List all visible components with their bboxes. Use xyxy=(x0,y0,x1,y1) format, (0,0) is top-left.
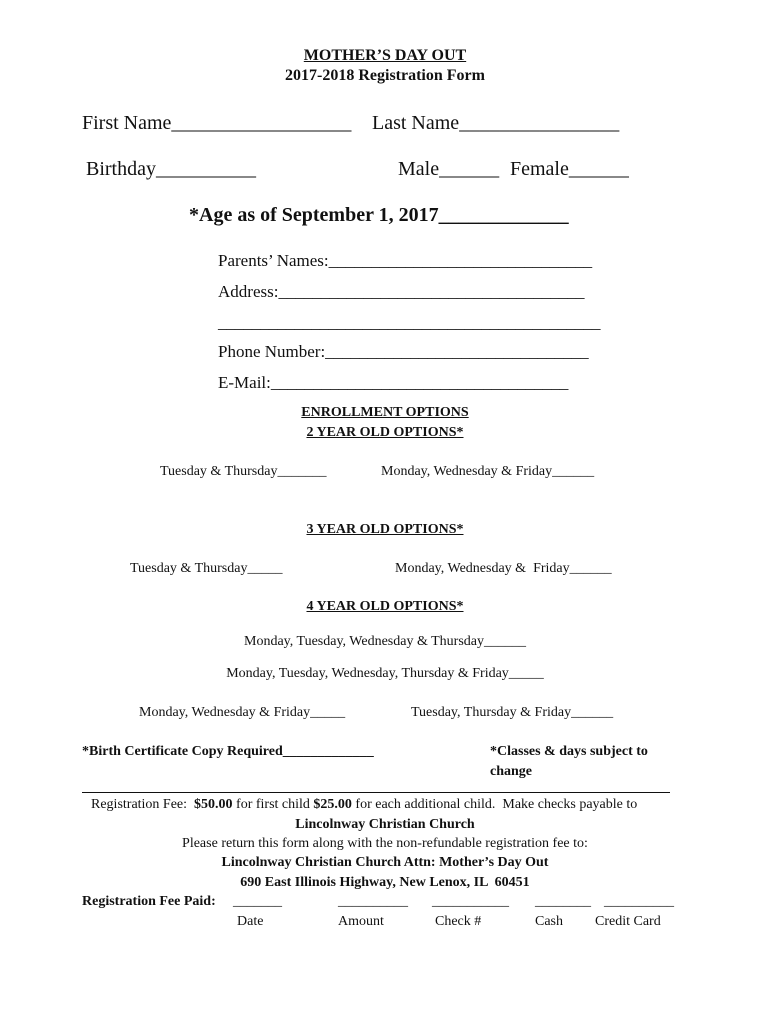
fee-text-1: for first child xyxy=(232,797,314,812)
fee-text-2: for each additional child. Make checks payable to xyxy=(351,797,638,812)
form-subtitle: 2017-2018 Registration Form xyxy=(285,67,485,84)
form-title: MOTHER’S DAY OUT xyxy=(303,47,467,64)
fee-date-label: Date xyxy=(237,914,264,929)
three-year-tue-thu-option[interactable]: Tuesday & Thursday_____ xyxy=(130,561,283,576)
fee-cash-blank[interactable]: ________ xyxy=(535,894,591,909)
four-year-mon-fri-option[interactable]: Monday, Tuesday, Wednesday, Thursday & Friday_____ xyxy=(226,666,544,681)
fee-amount-blank[interactable]: __________ xyxy=(338,894,408,909)
section-divider xyxy=(82,792,670,793)
two-year-heading: 2 YEAR OLD OPTIONS* xyxy=(306,425,464,440)
first-name-field[interactable]: First Name__________________ xyxy=(82,112,352,134)
parents-names-field[interactable]: Parents’ Names:_______________________________ xyxy=(218,251,593,270)
return-instructions: Please return this form along with the non-refundable registration fee to: xyxy=(182,836,588,851)
classes-subject-note-line1: *Classes & days subject to xyxy=(490,744,648,759)
fee-check-blank[interactable]: ___________ xyxy=(432,894,509,909)
phone-number-field[interactable]: Phone Number:_______________________________ xyxy=(218,342,589,361)
address-line2-field[interactable]: _____________________________________________ xyxy=(218,313,601,332)
fee-credit-card-blank[interactable]: __________ xyxy=(604,894,674,909)
additional-child-fee: $25.00 xyxy=(313,797,352,812)
address-field[interactable]: Address:____________________________________ xyxy=(218,282,585,301)
four-year-mon-wed-fri-option[interactable]: Monday, Wednesday & Friday_____ xyxy=(139,705,346,720)
payee-name: Lincolnway Christian Church xyxy=(295,817,475,832)
fee-paid-label: Registration Fee Paid: xyxy=(82,894,216,909)
fee-check-label: Check # xyxy=(435,914,482,929)
four-year-heading: 4 YEAR OLD OPTIONS* xyxy=(306,599,464,614)
classes-subject-note-line2: change xyxy=(490,764,532,779)
female-field[interactable]: Female______ xyxy=(510,158,629,180)
two-year-tue-thu-option[interactable]: Tuesday & Thursday_______ xyxy=(160,464,327,479)
birthday-field[interactable]: Birthday__________ xyxy=(86,158,256,180)
four-year-mon-thu-option[interactable]: Monday, Tuesday, Wednesday & Thursday______ xyxy=(244,634,526,649)
registration-fee-text xyxy=(91,797,637,813)
fee-amount-label: Amount xyxy=(338,914,384,929)
fee-label: Registration Fee: xyxy=(91,797,195,812)
first-child-fee: $50.00 xyxy=(194,797,233,812)
last-name-field[interactable]: Last Name________________ xyxy=(372,112,620,134)
mailing-attn: Lincolnway Christian Church Attn: Mother’s Day Out xyxy=(221,855,549,870)
birth-certificate-note[interactable]: *Birth Certificate Copy Required_____________ xyxy=(82,744,374,759)
four-year-tue-thu-fri-option[interactable]: Tuesday, Thursday & Friday______ xyxy=(411,705,614,720)
mailing-address: 690 East Illinois Highway, New Lenox, IL 60451 xyxy=(240,875,530,890)
email-field[interactable]: E-Mail:___________________________________ xyxy=(218,373,569,392)
age-field[interactable]: *Age as of September 1, 2017_____________ xyxy=(189,204,569,226)
three-year-heading: 3 YEAR OLD OPTIONS* xyxy=(306,522,464,537)
three-year-mon-wed-fri-option[interactable]: Monday, Wednesday & Friday______ xyxy=(395,561,612,576)
fee-credit-card-label: Credit Card xyxy=(595,914,661,929)
male-field[interactable]: Male______ xyxy=(398,158,500,180)
fee-cash-label: Cash xyxy=(535,914,563,929)
fee-date-blank[interactable]: _______ xyxy=(233,894,282,909)
enrollment-heading: ENROLLMENT OPTIONS xyxy=(301,405,469,420)
two-year-mon-wed-fri-option[interactable]: Monday, Wednesday & Friday______ xyxy=(381,464,595,479)
